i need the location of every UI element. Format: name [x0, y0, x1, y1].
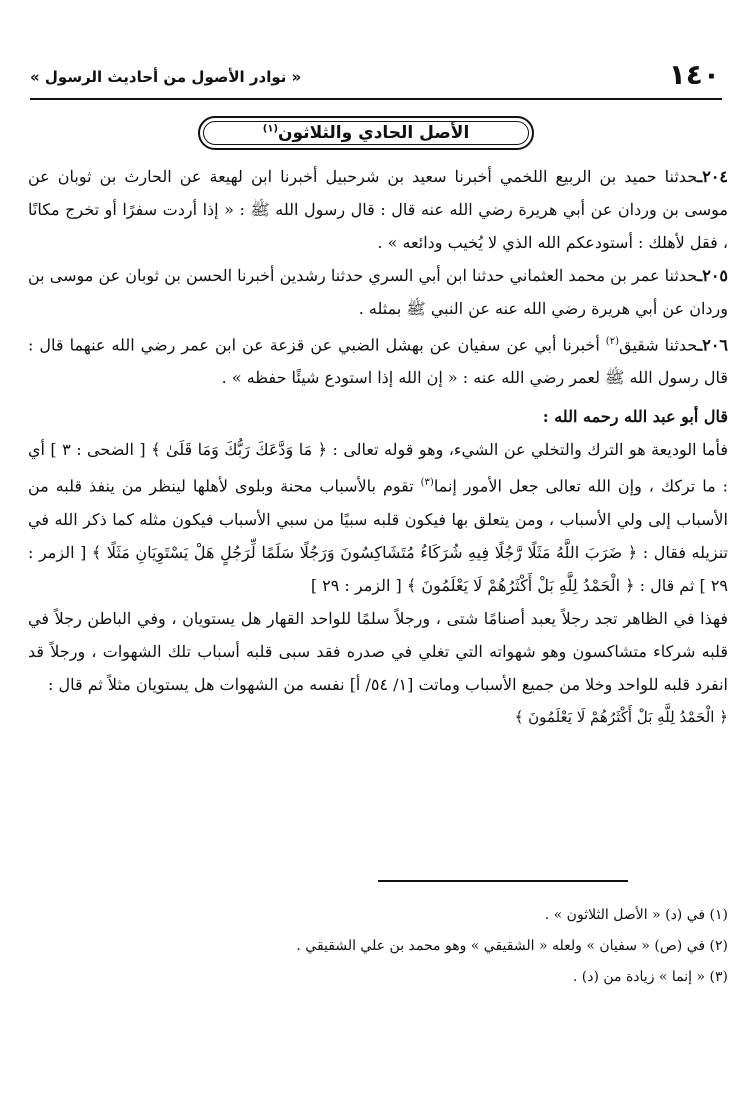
hadith-206: [28, 325, 728, 394]
commentary-text: فأما الوديعة هو الترك والتخلي عن الشيء، وهو قوله تعالى : ﴿ مَا وَدَّعَكَ رَبُّكَ وَمَا قَلَىٰ ﴾ [ الضحى : ٣ ] أي : ما تركك ، وإن الله تعالى جعل الأمور إنما: [28, 440, 728, 496]
commentary-text-cont: تقوم بالأسباب محنة وبلوى لأهلها لينظر من ينفذ قلبه من الأسباب إلى ولي الأسباب ، ومن يتعلق بها فيكون قلبه سبيًا من سبي الأسباب فيكون مثله كما ذكر الله في تنزيله فقال : ﴿ ضَرَبَ اللَّهُ مَثَلًا رَّجُلًا فِيهِ شُرَكَاءُ مُتَشَاكِسُونَ وَرَجُلًا سَلَمًا لِّرَجُلٍ هَلْ يَسْتَوِيَانِ مَثَلًا ﴾ [ الزمر : ٢٩ ] ثم قال : ﴿ الْحَمْدُ لِلَّهِ بَلْ أَكْثَرُهُمْ لَا يَعْلَمُونَ ﴾ [ الزمر : ٢٩ ]: [28, 476, 728, 595]
hadith-text: حدثنا شقيق: [618, 335, 698, 355]
section-title: [263, 123, 470, 143]
hadith-205: [28, 259, 728, 325]
footnote-2: (٢) في (ص) « سفيان » ولعله « الشقيقي » وهو محمد بن علي الشقيقي .: [296, 938, 728, 954]
quran-verse: ﴿ الْحَمْدُ لِلَّهِ بَلْ أَكْثَرُهُمْ لَا يَعْلَمُونَ ﴾: [514, 707, 728, 726]
section-title-frame: [198, 116, 534, 150]
footnote-ref: (٣): [420, 477, 434, 489]
footnote-3: (٣) « إنما » زيادة من (د) .: [572, 969, 728, 985]
commentary-intro: قال أبو عبد الله رحمه الله :: [542, 407, 728, 427]
section-title-note: (١): [262, 123, 279, 135]
running-title: « نوادر الأصول من أحاديث الرسول »: [30, 68, 302, 86]
hadith-text-cont: أخبرنا أبي عن سفيان عن بهشل الضبي عن قزعة عن ابن عمر رضي الله عنهما قال : قال رسول الله ﷺ لعمر رضي الله عنه : « إن الله إذا استودع شيئًا حفظه » .: [28, 335, 728, 388]
commentary-paragraph-2: فهذا في الظاهر تجد رجلاً يعبد أصنامًا شتى ، ورجلاً سلمًا للواحد القهار هل يستويان ، وفي الباطن رجلاً في قلبه شركاء متشاكسون وهو شهواته التي تغلي في صدره فقد سبى قلبه أسباب تلك الشهوات ، ورجلاً قد انفرد قلبه للواحد وخلا من جميع الأسباب وماتت [١/ ٥٤/ أ] نفسه من الشهوات هل يستويان مثلاً ثم قال :: [28, 608, 729, 694]
hadith-204: [28, 160, 728, 259]
page-header: [30, 58, 722, 100]
hadith-text: حدثنا عمر بن محمد العثماني حدثنا ابن أبي السري حدثنا رشدين أخبرنا الحسن بن ثوبان عن موسى بن وردان عن أبي هريرة رضي الله عنه عن النبي ﷺ بمثله .: [28, 266, 728, 318]
hadith-number: ٢٠٤ـ: [697, 167, 728, 186]
hadith-number: ٢٠٦ـ: [697, 335, 729, 355]
commentary-paragraph-1: [28, 433, 728, 601]
section-title-text: الأصل الحادي والثلاثون: [278, 123, 470, 143]
page-number: ١٤٠: [668, 58, 720, 91]
footnotes: [60, 900, 728, 993]
footnote-1: (١) في (د) « الأصل الثلاثون » .: [544, 907, 728, 923]
hadith-number: ٢٠٥ـ: [697, 266, 729, 285]
footnote-ref: (٢): [605, 336, 619, 347]
main-text: [28, 160, 728, 734]
hadith-text: حدثنا حميد بن الربيع اللخمي أخبرنا سعيد بن شرحبيل أخبرنا ابن لهيعة عن الحارث بن ثوبان عن موسى بن وردان عن أبي هريرة رضي الله عنه قال : قال رسول الله ﷺ : « إذا أردت سفرًا أو تخرج مكانًا ، فقل لأهلك : أستودعكم الله الذي لا يُخيب ودائعه » .: [28, 167, 729, 252]
footnote-separator: [378, 880, 628, 882]
